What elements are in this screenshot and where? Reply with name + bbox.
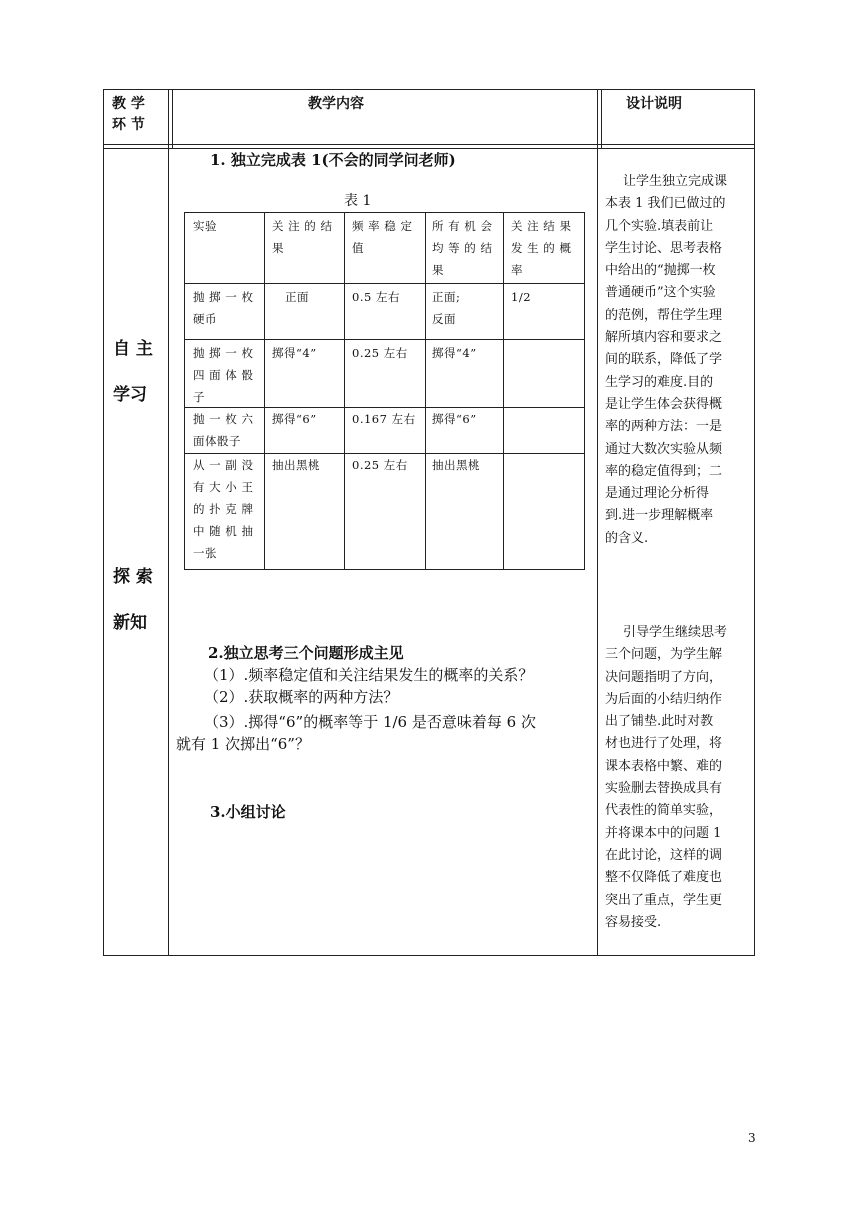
- note1-line: 让学生独立完成课: [623, 174, 728, 189]
- header-content: 教学内容: [308, 96, 364, 112]
- th-frequency-l2: 值: [352, 241, 364, 255]
- r1-outcomes: [432, 286, 460, 330]
- r2-result: 掷得“4”: [272, 346, 317, 360]
- th-result-l2: 果: [272, 241, 284, 255]
- outer-top-border: [103, 89, 755, 90]
- th-equal-outcomes: [432, 215, 502, 281]
- col1-divider-a: [168, 89, 169, 956]
- r4-result: 抽出黑桃: [272, 458, 320, 472]
- note2-line: 并将课本中的问题 1: [605, 825, 722, 841]
- question-1: （1）.频率稳定值和关注结果发生的概率的关系？: [204, 666, 534, 684]
- r4-experiment: [193, 454, 253, 564]
- note2-line: 代表性的简单实验，: [605, 803, 723, 819]
- tbl-v5: [584, 212, 585, 570]
- r3-experiment-l2: 面体骰子: [193, 434, 241, 448]
- item3-title: 3.小组讨论: [210, 803, 286, 821]
- header-bottom-border-left: [103, 144, 755, 145]
- stage-label-2-line2: 新知: [113, 613, 147, 633]
- note1-line: 通过大数次实验从频: [605, 441, 723, 457]
- r2-experiment: [193, 342, 253, 408]
- th-result-l1: 关 注 的 结: [272, 219, 333, 233]
- note2-line: 引导学生继续思考: [623, 625, 728, 640]
- th-probability: [511, 215, 583, 281]
- col2-divider-a: [597, 89, 598, 956]
- note2-line: 三个问题，为学生解: [605, 647, 723, 663]
- r4-frequency: 0.25 左右: [352, 458, 408, 472]
- note1-line: 几个实验.填表前让: [605, 218, 714, 234]
- r3-frequency: 0.167 左右: [352, 412, 416, 426]
- note1-line: 中给出的“抛掷一枚: [605, 263, 716, 279]
- table-caption: 表 1: [344, 193, 372, 209]
- r2-experiment-l3: 子: [193, 390, 205, 404]
- r1-probability: 1/2: [511, 290, 532, 304]
- stage-label-1: [113, 339, 153, 406]
- r1-outcomes-l1: 正面;: [432, 290, 461, 304]
- th-experiment-l1: 实验: [193, 219, 217, 233]
- item1-title: 1. 独立完成表 1(不会的同学问老师): [210, 151, 456, 169]
- question-3-line1: （3）.掷得“6”的概率等于 1/6 是否意味着每 6 次: [204, 713, 536, 731]
- note2-line: 突出了重点，学生更: [605, 892, 723, 908]
- r2-experiment-l1: 抛 掷 一 枚: [193, 346, 254, 360]
- design-note-2: [605, 622, 748, 934]
- th-equal-outcomes-l2: 均 等 的 结: [432, 241, 493, 255]
- r3-experiment-l1: 抛 一 枚 六: [193, 412, 254, 426]
- th-frequency-l1: 频 率 稳 定: [352, 219, 413, 233]
- r1-experiment: [193, 286, 253, 330]
- r4-experiment-l3: 的 扑 克 牌: [193, 502, 254, 516]
- note2-line: 决问题指明了方向，: [605, 669, 723, 685]
- tbl-h2: [184, 339, 585, 340]
- outer-bottom-border: [103, 955, 755, 956]
- tbl-v0: [184, 212, 185, 570]
- col2-divider-b: [601, 89, 602, 149]
- tbl-v3: [425, 212, 426, 570]
- note1-line: 是让学生体会获得概: [605, 396, 723, 412]
- r4-experiment-l5: 一张: [193, 546, 217, 560]
- note2-line: 课本表格中繁、难的: [605, 758, 723, 774]
- r1-experiment-l2: 硬币: [193, 312, 217, 326]
- note1-line: 学生讨论、思考表格: [605, 240, 723, 256]
- th-equal-outcomes-l3: 果: [432, 263, 444, 277]
- outer-left-border: [103, 89, 104, 956]
- page-number: 3: [748, 1131, 756, 1145]
- th-equal-outcomes-l1: 所 有 机 会: [432, 219, 493, 233]
- note1-line: 的含义.: [605, 530, 649, 546]
- r2-outcomes: 掷得“4”: [432, 346, 477, 360]
- stage-label-1-line2: 学习: [113, 385, 147, 405]
- th-frequency: [352, 215, 424, 259]
- r4-outcomes: 抽出黑桃: [432, 458, 480, 472]
- outer-right-border: [754, 89, 755, 956]
- note2-line: 出了铺垫.此时对教: [605, 714, 714, 730]
- note1-line: 到.进一步理解概率: [605, 508, 714, 524]
- note1-line: 本表 1 我们已做过的: [605, 196, 726, 212]
- header-stage-line1: 教 学: [112, 96, 145, 112]
- item2-title: 2.独立思考三个问题形成主见: [208, 644, 404, 662]
- stage-label-1-line1: 自 主: [113, 339, 153, 359]
- note1-line: 普通硬币”这个实验: [605, 285, 716, 301]
- r1-frequency: 0.5 左右: [352, 290, 400, 304]
- stage-label-2-line1: 探 索: [113, 567, 153, 587]
- th-result: [272, 215, 342, 259]
- r1-experiment-l1: 抛 掷 一 枚: [193, 290, 254, 304]
- note2-line: 在此讨论，这样的调: [605, 847, 723, 863]
- th-experiment: [193, 215, 259, 237]
- th-probability-l3: 率: [511, 263, 523, 277]
- header-stage: [112, 95, 164, 134]
- r4-experiment-l4: 中 随 机 抽: [193, 524, 254, 538]
- r1-result: 正面: [285, 290, 309, 304]
- r3-result: 掷得“6”: [272, 412, 317, 426]
- r3-outcomes: 掷得“6”: [432, 412, 477, 426]
- r1-outcomes-l2: 反面: [432, 312, 456, 326]
- note1-line: 是通过理论分析得: [605, 486, 710, 502]
- design-note-1: [605, 171, 748, 550]
- tbl-v2: [344, 212, 345, 570]
- note2-line: 实验删去替换成具有: [605, 781, 723, 797]
- note1-line: 间的联系，降低了学: [605, 352, 723, 368]
- r4-experiment-l1: 从 一 副 没: [193, 458, 254, 472]
- th-probability-l2: 发 生 的 概: [511, 241, 572, 255]
- tbl-h5: [184, 569, 585, 570]
- note1-line: 解所填内容和要求之: [605, 330, 723, 346]
- header-notes: 设计说明: [626, 96, 682, 112]
- question-3-line2: 就有 1 次掷出“6”？: [176, 735, 310, 753]
- note1-line: 率的两种方法：一是: [605, 419, 723, 435]
- tbl-v4: [503, 212, 504, 570]
- header-stage-line2: 环 节: [112, 117, 145, 133]
- question-2: （2）.获取概率的两种方法？: [204, 688, 399, 706]
- r3-experiment: [193, 408, 253, 452]
- note1-line: 生学习的难度.目的: [605, 374, 714, 390]
- tbl-h0: [184, 212, 585, 213]
- col1-divider-b: [172, 89, 173, 149]
- note2-line: 整不仅降低了难度也: [605, 870, 723, 886]
- experiment-table: [184, 212, 585, 570]
- note2-line: 容易接受.: [605, 914, 662, 930]
- note2-line: 为后面的小结归纳作: [605, 691, 723, 707]
- stage-label-2: [113, 567, 153, 634]
- r2-experiment-l2: 四 面 体 骰: [193, 368, 254, 382]
- note1-line: 的范例，帮住学生理: [605, 307, 723, 323]
- tbl-h1: [184, 283, 585, 284]
- note2-line: 材也进行了处理，将: [605, 736, 723, 752]
- r4-experiment-l2: 有 大 小 王: [193, 480, 254, 494]
- tbl-v1: [264, 212, 265, 570]
- r2-frequency: 0.25 左右: [352, 346, 408, 360]
- note1-line: 率的稳定值得到；二: [605, 463, 723, 479]
- th-probability-l1: 关 注 结 果: [511, 219, 572, 233]
